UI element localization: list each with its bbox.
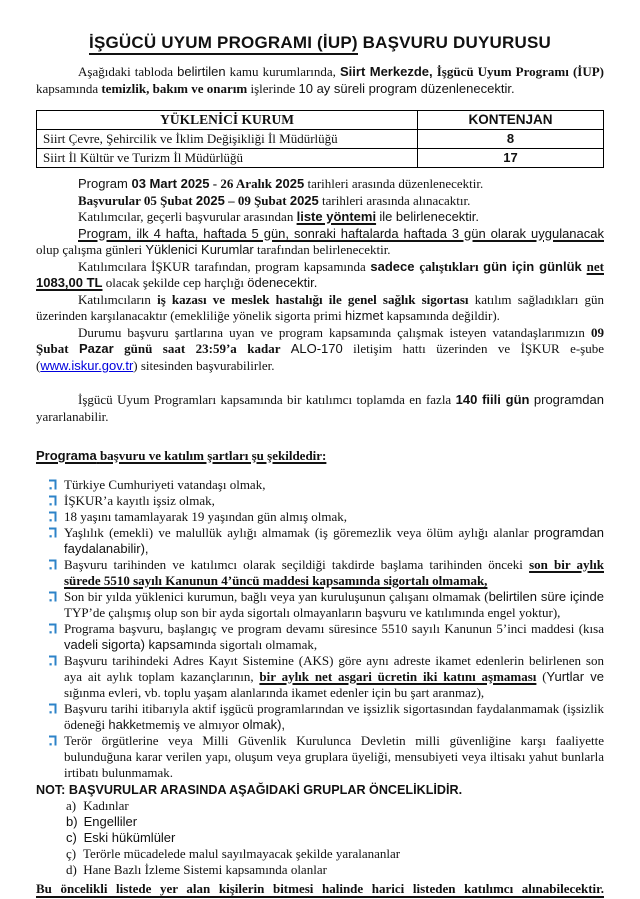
text-run: - — [209, 176, 221, 191]
text-run: son bir aylık sürede 5510 sayılı Kanunun 4’üncü maddesi kapsamında sigortalı olmamak, — [64, 557, 604, 588]
text-run: tarihleri arasında alınacaktır. — [318, 192, 471, 208]
priority-group-label: Terörle mücadelede malul sayılmayacak şekilde yaralananlar — [80, 846, 401, 861]
blue-bullet-icon — [49, 655, 57, 667]
text-run: gün için günlük — [483, 258, 587, 274]
text-run: Program, ilk 4 hafta, haftada 5 gün, sonraki haftalarda haftada 3 gün olarak uygulanacak — [78, 225, 604, 241]
priority-group-item — [36, 830, 604, 846]
text-run: TYP’de çalışmış olup son bir ayda sigortalı olmayanların başvuru ve katılımında engel yoktur), — [64, 605, 561, 620]
text-run: 2025 — [275, 176, 305, 191]
cell-yuklenici-kurum: Siirt İl Kültür ve Turizm İl Müdürlüğü — [37, 149, 418, 168]
blue-bullet-icon — [49, 511, 57, 523]
condition-item — [36, 557, 604, 589]
text-run: ödenecektir. — [247, 275, 318, 290]
condition-item — [36, 653, 604, 701]
text-run: Son bir yılda yüklenici kurumun, bağlı veya yan kuruluşunun çalışanı olmamak ( — [64, 589, 489, 604]
text-run: Siirt Merkezde, — [340, 64, 433, 79]
text-run: kamu kurumlarında, — [225, 64, 341, 79]
text-run: sığınma evleri, vb. toplu yaşam alanlarında ikamet edenler için bu şart aranmaz), — [64, 685, 485, 700]
text-run: ( — [536, 669, 547, 684]
blue-bullet-icon — [49, 735, 57, 747]
text-run: 2025 — [195, 192, 225, 208]
text-run: ile belirlenecektir. — [379, 209, 480, 224]
conditions-heading — [36, 447, 604, 464]
cell-yuklenici-kurum: Siirt Çevre, Şehircilik ve İklim Değişikliği İl Müdürlüğü — [37, 130, 418, 149]
text-run: programdan — [533, 392, 604, 407]
text-run: olup çalışma günleri — [36, 242, 146, 257]
text-run: hakk — [108, 717, 136, 732]
text-run: 1083,00 TL — [36, 275, 103, 290]
text-run: vadeli sigorta) kapsamı — [64, 637, 198, 652]
condition-item — [36, 477, 604, 493]
quota-table — [36, 110, 604, 168]
body-paragraph — [36, 259, 604, 292]
blue-bullet-icon — [49, 479, 57, 491]
text-run: İşgücü Uyum Programı (İUP) — [436, 64, 604, 79]
condition-item — [36, 733, 604, 781]
table-row — [37, 149, 604, 168]
text-run: yararlanabilir. — [36, 408, 109, 424]
condition-item — [36, 621, 604, 653]
priority-group-marker: d) — [66, 862, 77, 877]
text-run: kapsamında — [36, 80, 102, 96]
body-paragraph — [36, 226, 604, 259]
text-run: iletişim hattı üzerinden ve İŞKUR e-şube ( — [36, 341, 605, 373]
usage-limit-paragraph — [36, 392, 604, 425]
page-title — [36, 32, 604, 54]
column-header-kontenjan: KONTENJAN — [418, 111, 604, 130]
table-header-row — [37, 111, 604, 130]
priority-group-marker: c) — [66, 830, 77, 845]
text-run: 09 Şubat — [36, 324, 604, 356]
text-run: Katılımcılar, geçerli başvurular arasından — [78, 209, 297, 224]
body-paragraph — [36, 193, 604, 210]
blue-bullet-icon — [49, 559, 57, 571]
text-run: Yüklenici Kurumlar — [145, 242, 254, 257]
body-paragraph — [36, 176, 604, 193]
priority-group-label: Engelliler — [80, 814, 138, 829]
conditions-list — [36, 477, 604, 781]
text-run: sadece — [370, 258, 420, 274]
condition-item — [36, 701, 604, 733]
text-run: 10 ay süreli program düzenlenecektir. — [298, 80, 515, 96]
blue-bullet-icon — [49, 495, 57, 507]
iskur-website-link[interactable]: www.iskur.gov.tr — [40, 357, 134, 373]
priority-group-item — [36, 862, 604, 878]
priority-group-label: Eski hükümlüler — [80, 830, 176, 845]
condition-item — [36, 493, 604, 509]
priority-group-marker: a) — [66, 798, 77, 813]
column-header-yuklenici-kurum: YÜKLENİCİ KURUM — [37, 111, 418, 130]
text-run: İşgücü Uyum Programları kapsamında bir katılımcı toplamda en fazla — [78, 392, 456, 407]
text-run: İŞKUR’a kayıtlı işsiz olmak, — [64, 493, 215, 508]
text-run: olmak), — [242, 717, 286, 732]
text-run: temizlik, bakım ve onarım — [101, 80, 248, 96]
text-run: hizmet — [345, 308, 384, 323]
table-row — [37, 130, 604, 149]
program-details-section — [36, 176, 604, 374]
text-run: belirtilen — [177, 64, 226, 79]
text-run: Program — [78, 176, 132, 191]
condition-item — [36, 509, 604, 525]
text-run: çalıştıkları — [419, 258, 484, 274]
text-run: tarihleri arasında düzenlenecektir. — [304, 176, 484, 191]
text-run: Programa — [36, 448, 97, 463]
text-run: Programa başvuru, başlangıç ve program devamı süresince 5510 sayılı Kanunun 5’inci maddesi (kısa — [64, 621, 604, 636]
text-run: 18 yaşını tamamlayarak 19 yaşından gün almış olmak, — [64, 509, 348, 524]
footer-note: Bu öncelikli listede yer alan kişilerin bitmesi halinde harici listeden katılımcı alınabilecektir. — [36, 881, 604, 896]
priority-group-item — [36, 798, 604, 814]
text-run: kapsamında değildir). — [383, 308, 500, 323]
title-underlined-part: İŞGÜCÜ UYUM PROGRAMI (İUP) — [89, 33, 358, 55]
text-run: Terör örgütlerine veya Milli Güvenlik Kurulunca Devletin milli güvenliğine karşı faaliyette bulunduğuna karar verilen yapı, oluşum veya gruplara üyeliği, mensubiyeti veya iltisakı yahut bunlarla irtibatı bulunmamak. — [64, 733, 604, 780]
text-run: Yurtlar ve — [546, 669, 604, 684]
text-run: olacak şekilde cep harçlığı — [102, 275, 248, 290]
text-run: 2025 — [289, 192, 319, 208]
text-run: net — [586, 258, 604, 274]
text-run: Türkiye Cumhuriyeti vatandaşı olmak, — [64, 477, 266, 492]
priority-group-item — [36, 814, 604, 830]
text-run: iş kazası ve meslek hastalığı ile genel sağlık sigortası — [157, 291, 469, 307]
text-run: katılım sağladıkları gün üzerinden karşılanacaktır (emekliliğe yönelik sigorta primi — [36, 291, 605, 323]
condition-item — [36, 525, 604, 557]
text-run: – 09 Şubat — [224, 192, 290, 208]
table-body — [37, 130, 604, 168]
text-run: nda sigortalı olmamak, — [197, 637, 318, 652]
text-run: 26 Aralık — [220, 176, 276, 191]
text-run: Pazar — [78, 341, 114, 356]
cell-kontenjan: 17 — [418, 149, 604, 168]
text-run: Başvuru tarihindeki Adres Kayıt Sistemine (AKS) göre aynı adreste ikamet edenlerin belirlenen son aya ait aylık toplam kazançlarının, — [64, 653, 604, 684]
condition-item — [36, 589, 604, 621]
blue-bullet-icon — [49, 703, 57, 715]
text-run: belirtilen süre içinde — [488, 589, 604, 604]
cell-kontenjan: 8 — [418, 130, 604, 149]
body-paragraph — [36, 209, 604, 226]
body-paragraph — [36, 325, 604, 375]
text-run: bir aylık net asgari ücretin iki katını aşmaması — [259, 669, 537, 684]
priority-group-marker: ç) — [66, 846, 77, 861]
text-run: programdan faydalanabilir), — [64, 525, 604, 556]
priority-groups-list — [36, 798, 604, 878]
priority-group-item — [36, 846, 604, 862]
text-run: 140 fiili gün — [455, 392, 530, 407]
text-run: Başvuru tarihi itibarıyla aktif işgücü programlarından ve işsizlik sigortasından faydalanmamak (işsizlik ödeneği — [64, 701, 604, 732]
title-rest-part: BAŞVURU DUYURUSU — [357, 33, 551, 52]
text-run: liste yöntemi — [296, 209, 377, 224]
text-run: Katılımcıların — [78, 291, 158, 307]
text-run: günü saat 23:59’a kadar — [113, 341, 291, 356]
blue-bullet-icon — [49, 527, 57, 539]
text-run: Katılımcılara İŞKUR tarafından, program kapsamında — [78, 258, 371, 274]
text-run: ) sitesinden başvurabilirler. — [133, 357, 275, 373]
text-run: Aşağıdaki tabloda — [78, 64, 178, 79]
text-run: Yaşlılık (emekli) ve malullük aylığı almamak (iş göremezlik veya ölüm aylığı alanlar — [64, 525, 534, 540]
text-run: ALO-170 — [290, 341, 343, 356]
blue-bullet-icon — [49, 591, 57, 603]
text-run: Durumu başvuru şartlarına uyan ve program kapsamında çalışmak isteyen vatandaşlarımızın — [78, 324, 591, 340]
priority-group-label: Kadınlar — [80, 798, 129, 813]
text-run: işlerinde — [247, 80, 299, 96]
intro-paragraph — [36, 64, 604, 97]
blue-bullet-icon — [49, 623, 57, 635]
text-run: 03 Mart 2025 — [131, 176, 210, 191]
text-run: tarafından belirlenecektir. — [253, 242, 391, 257]
text-run: Başvuru tarihinden ve katılımcı olarak seçildiği takdirde başlama tarihinden önceki — [64, 557, 530, 572]
body-paragraph — [36, 292, 604, 325]
priority-group-label: Hane Bazlı İzleme Sistemi kapsamında olanlar — [80, 862, 327, 877]
text-run: Başvurular 05 Şubat — [78, 192, 196, 208]
priority-group-marker: b) — [66, 814, 78, 829]
text-run: etmemiş ve almıyor — [135, 717, 243, 732]
text-run: başvuru ve katılım şartları şu şekildedir: — [99, 448, 327, 463]
priority-note-heading: NOT: BAŞVURULAR ARASINDA AŞAĞIDAKİ GRUPLAR ÖNCELİKLİDİR. — [36, 783, 463, 797]
